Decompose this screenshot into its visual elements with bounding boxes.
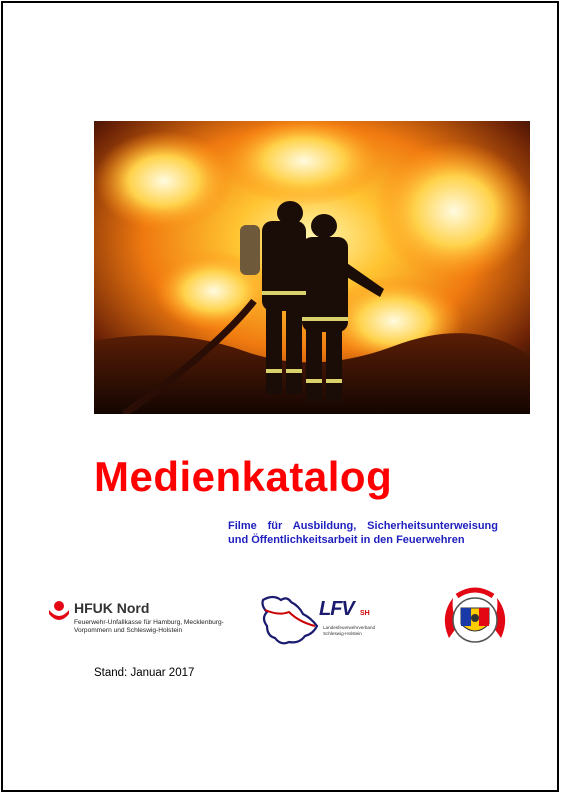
fire-brigade-emblem bbox=[437, 586, 513, 650]
fire-brigade-shield-icon bbox=[437, 586, 513, 650]
hfuk-mark-icon bbox=[48, 600, 70, 622]
firefighters-fire-image bbox=[94, 121, 530, 414]
hfuk-name: HFUK Nord bbox=[74, 600, 150, 616]
lfv-mark: LFV bbox=[319, 598, 354, 620]
lfv-description: Landesfeuerwehrverband Schleswig-Holstein bbox=[323, 625, 376, 636]
hfuk-nord-logo bbox=[48, 598, 248, 642]
hfuk-description: Feuerwehr-Unfallkasse für Hamburg, Mecklenburg-Vorpommern und Schleswig-Holstein bbox=[74, 619, 224, 634]
stand-date: Stand: Januar 2017 bbox=[94, 667, 195, 679]
schleswig-holstein-map-icon bbox=[259, 592, 323, 650]
lfv-sh-logo bbox=[259, 592, 379, 650]
lfv-suffix: SH bbox=[360, 610, 370, 617]
subtitle-line-2: und Öffentlichkeitsarbeit in den Feuerwehren bbox=[228, 534, 465, 546]
cover-photo bbox=[94, 121, 530, 414]
subtitle-line-1: Filme für Ausbildung, Sicherheitsunterweisung bbox=[228, 520, 498, 532]
catalog-title: Medienkatalog bbox=[94, 453, 393, 500]
catalog-subtitle bbox=[228, 519, 498, 547]
